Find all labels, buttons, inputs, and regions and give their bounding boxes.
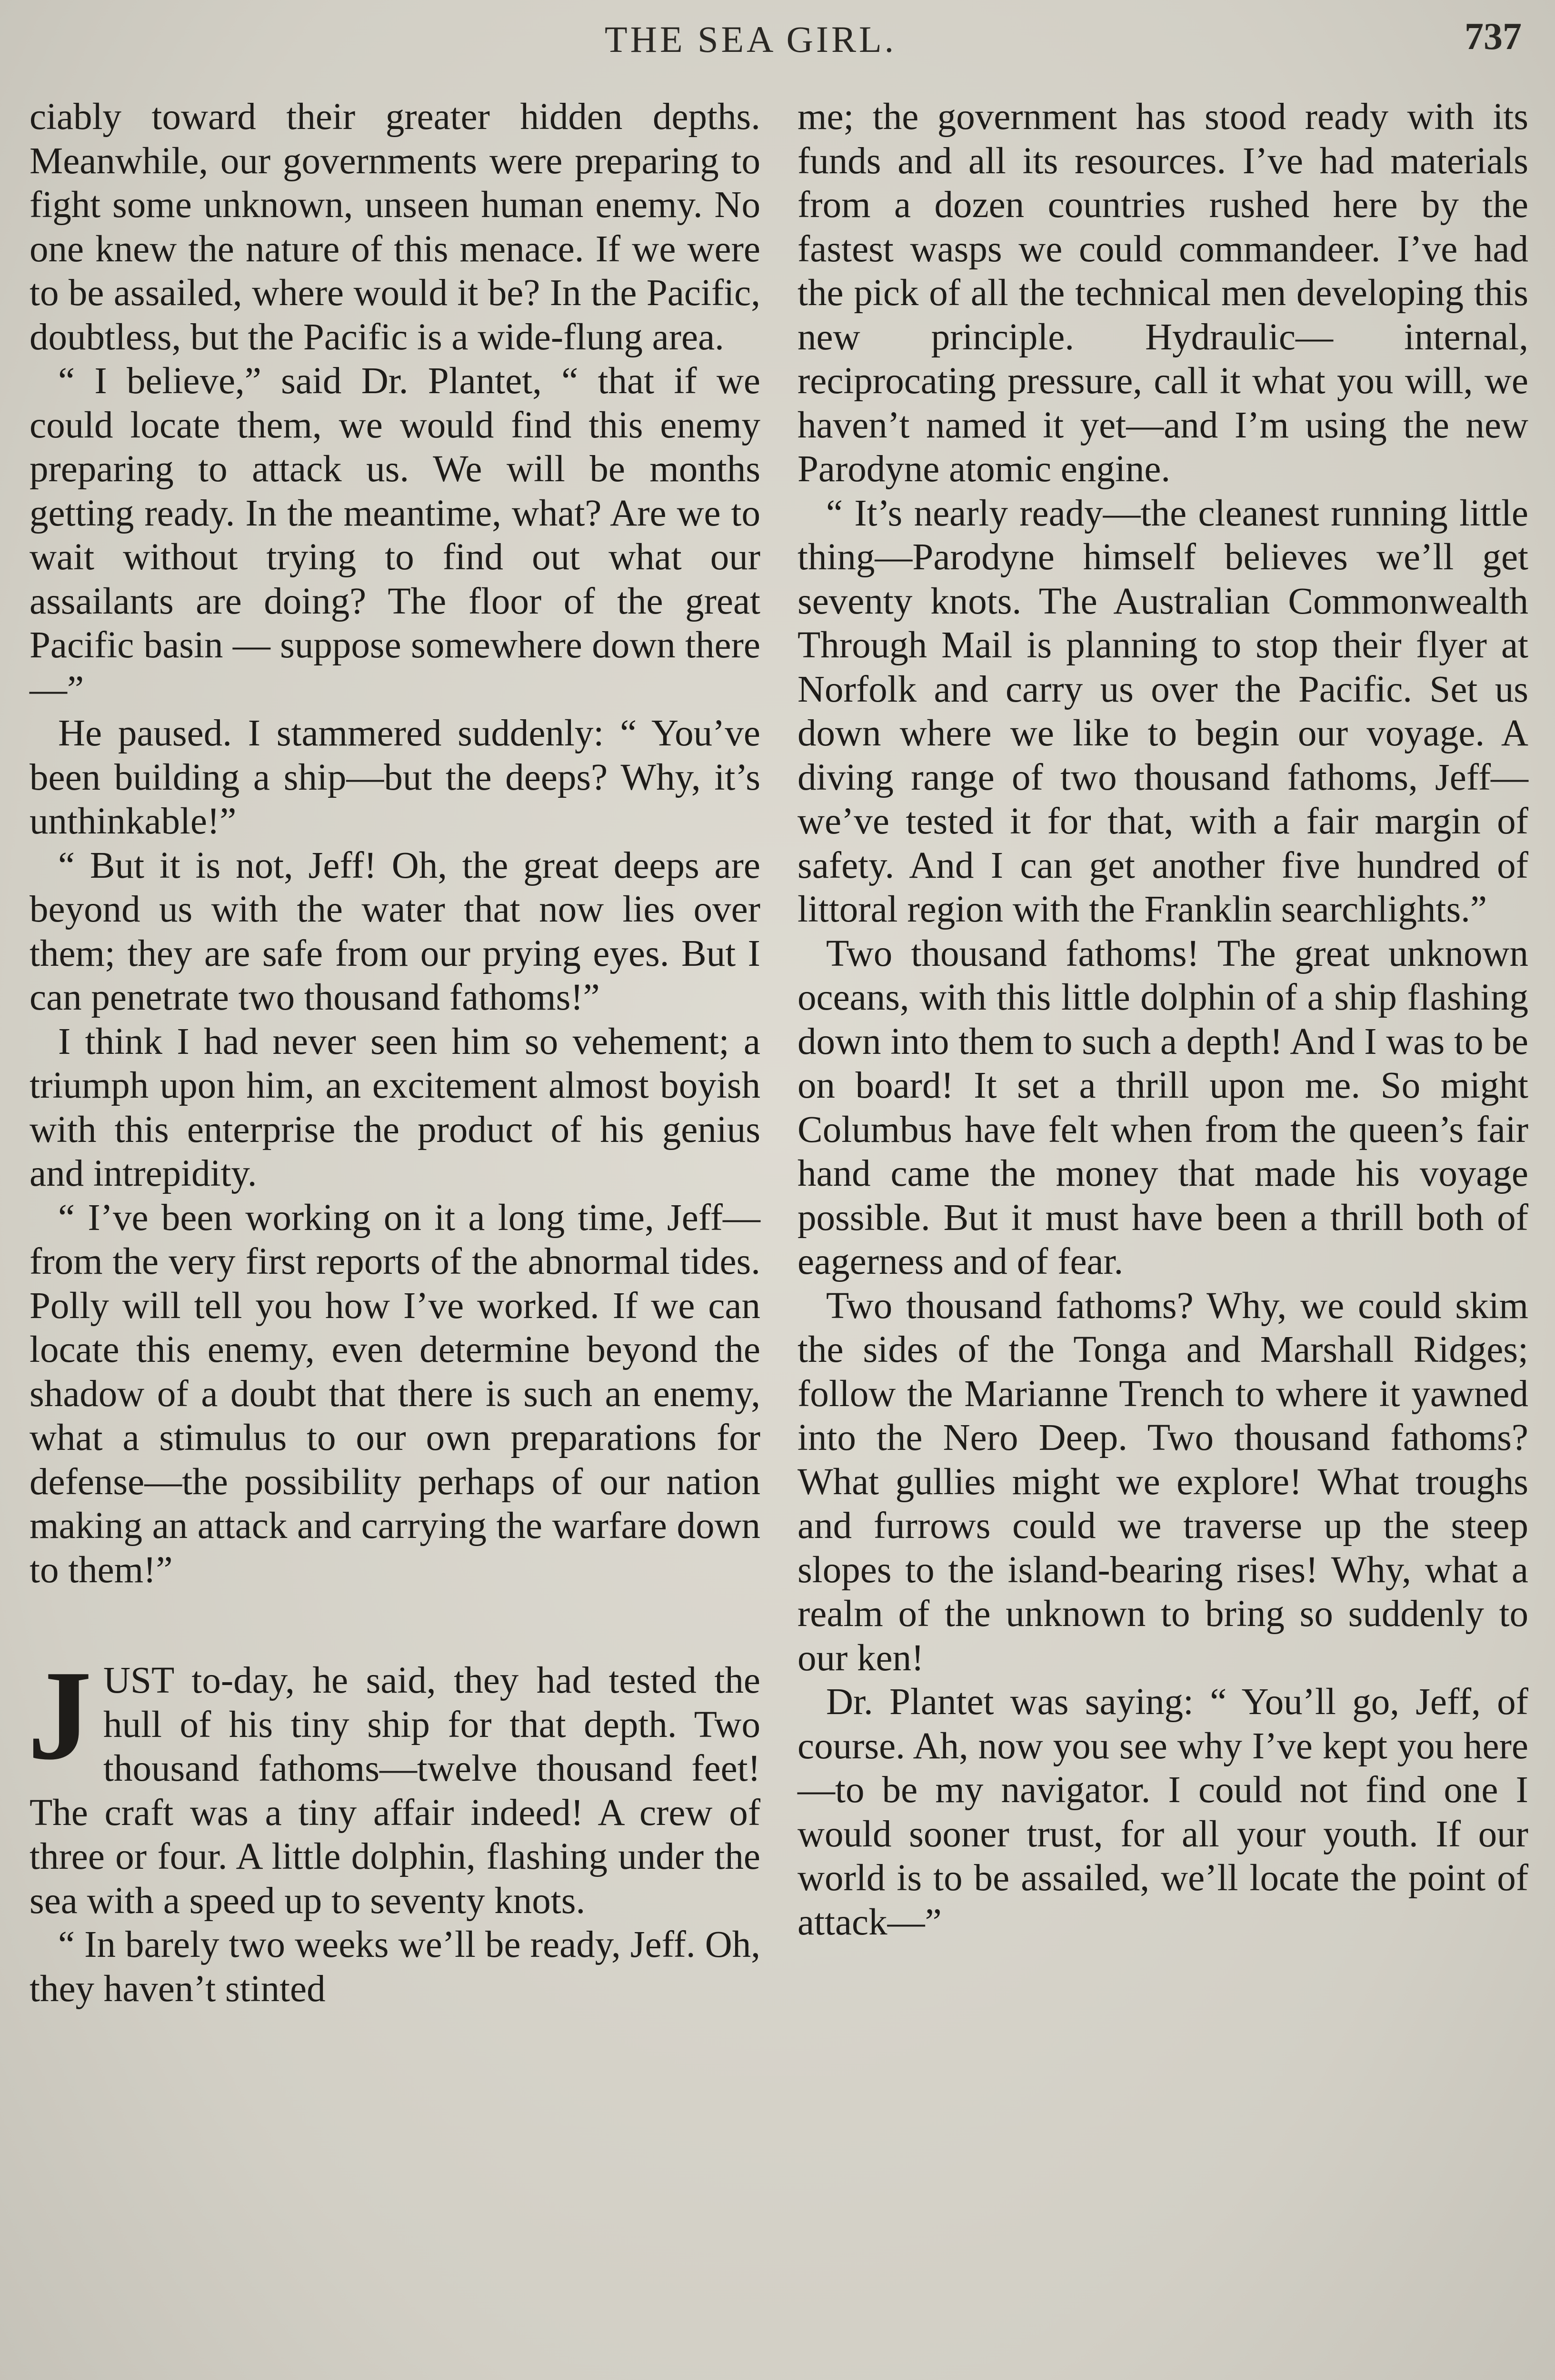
paragraph: “ I believe,” said Dr. Plantet, “ that if we could locate them, we would find this enemy preparing to attack us. We will be months getting ready. In the meantime, what? Are we to wait without trying to find out what our assailants are doing? The floor of the great Pacific basin — suppose somewhere down there—”: [30, 360, 760, 710]
paragraph: He paused. I stammered suddenly: “ You’ve been building a ship—but the deeps? Why, it’s unthinkable!”: [30, 713, 760, 842]
paragraph: Two thousand fathoms? Why, we could skim the sides of the Tonga and Marshall Ridges; follow the Marianne Trench to where it yawned into the Nero Deep. Two thousand fathoms? What gullies might we explore! What troughs and furrows could we traverse up the steep slopes to the island-bearing rises! Why, what a realm of the unknown to bring so suddenly to our ken!: [797, 1285, 1528, 1679]
left-column: [30, 95, 760, 2011]
dropcap-paragraph: [28, 1644, 760, 1923]
dropcap-paragraph-text: UST to-day, he said, they had tested the hull of his tiny ship for that depth. Two thousand fathoms—twelve thousand feet! The craft was a tiny affair indeed! A crew of three or four. A little dolphin, flashing under the sea with a speed up to seventy knots.: [30, 1660, 760, 1922]
paragraph: I think I had never seen him so vehement; a triumph upon him, an excitement almost boyish with this enterprise the product of his genius and intrepidity.: [30, 1021, 760, 1194]
running-title: THE SEA GIRL.: [605, 19, 897, 60]
drop-cap: J: [28, 1644, 92, 1786]
paragraph: Two thousand fathoms! The great unknown oceans, with this little dolphin of a ship flashing down into them to such a depth! And I was to be on board! It set a thrill upon me. So might Columbus have felt when from the queen’s fair hand came the money that made his voyage possible. But it must have been a thrill both of eagerness and of fear.: [797, 932, 1528, 1282]
paragraph: me; the government has stood ready with its funds and all its resources. I’ve had materials from a dozen countries rushed here by the fastest wasps we could commandeer. I’ve had the pick of all the technical men developing this new principle. Hydraulic— internal, reciprocating pressure, call it what you will, we haven’t named it yet—and I’m using the new Parodyne atomic engine.: [797, 96, 1528, 490]
paragraph: “ But it is not, Jeff! Oh, the great deeps are beyond us with the water that now lies over them; they are safe from our prying eyes. But I can penetrate two thousand fathoms!”: [30, 844, 760, 1018]
paragraph: “ I’ve been working on it a long time, Jeff—from the very first reports of the abnormal tides. Polly will tell you how I’ve worked. If we can locate this enemy, even determine beyond the shadow of a doubt that there is such an enemy, what a stimulus to our own preparations for defense—the possibility perhaps of our nation making an attack and carrying the warfare down to them!”: [30, 1197, 760, 1591]
paragraph: “ In barely two weeks we’ll be ready, Jeff. Oh, they haven’t stinted: [30, 1924, 760, 2010]
right-column: [797, 95, 1528, 1944]
page-number: 737: [1465, 16, 1522, 58]
section-break: [30, 1592, 760, 1659]
paragraph: Dr. Plantet was saying: “ You’ll go, Jeff, of course. Ah, now you see why I’ve kept you here—to be my navigator. I could not find one I would sooner trust, for all your youth. If our world is to be assailed, we’ll locate the point of attack—”: [797, 1681, 1528, 1943]
paragraph: ciably toward their greater hidden depths. Meanwhile, our governments were preparing to fight some unknown, unseen human enemy. No one knew the nature of this menace. If we were to be assailed, where would it be? In the Pacific, doubtless, but the Pacific is a wide-flung area.: [30, 96, 760, 358]
paragraph: “ It’s nearly ready—the cleanest running little thing—Parodyne himself believes we’ll get seventy knots. The Australian Commonwealth Through Mail is planning to stop their flyer at Norfolk and carry us over the Pacific. Set us down where we like to begin our voyage. A diving range of two thousand fathoms, Jeff—we’ve tested it for that, with a fair margin of safety. And I can get another five hundred of littoral region with the Franklin searchlights.”: [797, 492, 1528, 930]
